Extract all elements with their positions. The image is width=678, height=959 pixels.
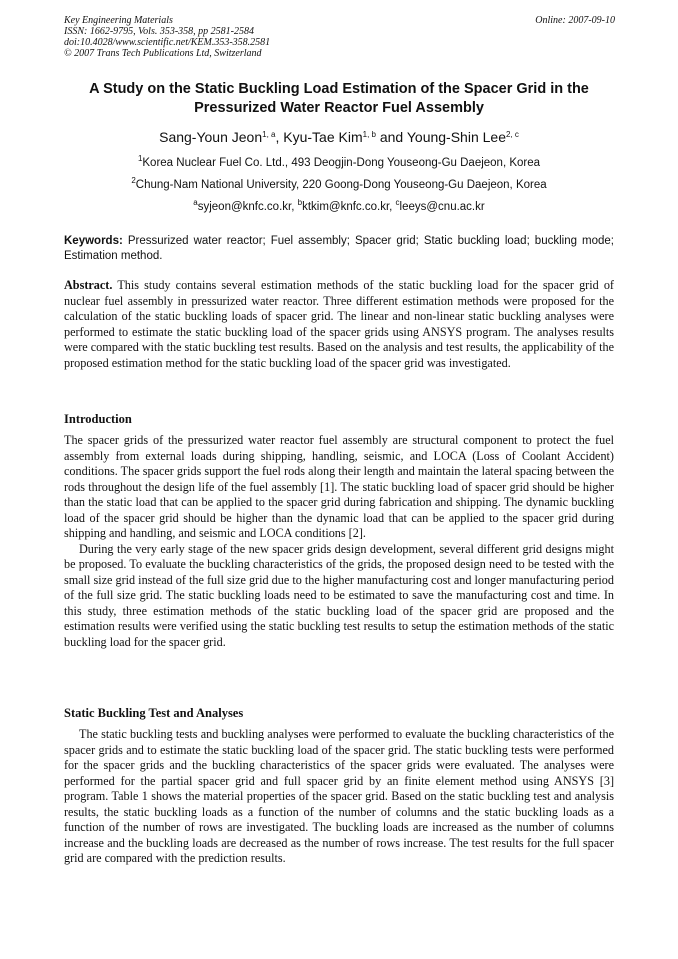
email-c-sup: c xyxy=(395,198,400,207)
introduction-heading: Introduction xyxy=(64,412,132,426)
author-1-sup: 1, a xyxy=(262,130,276,139)
affiliation-2 xyxy=(40,178,638,192)
journal-issn: ISSN: 1662-9795, Vols. 353-358, pp 2581-2584 xyxy=(64,26,254,37)
journal-header xyxy=(64,15,615,59)
static-buckling-heading: Static Buckling Test and Analyses xyxy=(64,706,244,720)
author-3-name: and Young-Shin Lee xyxy=(375,129,506,145)
author-list xyxy=(40,128,638,146)
introduction-paragraph-2: During the very early stage of the new spacer grids design development, several different grid designs might be proposed. To evaluate the buckling characteristics of the grids, the proposed design need to be tested with the small size grid instead of the full size grid due to the higher manufacturing cost and longer manufacturing period of the full size grid. The static buckling loads need to be estimated to save the manufacturing cost and time. In this study, three estimation methods of the static buckling load of the spacer grid are proposed and the estimation results were verified using the static buckling test results to setup the estimation methods of the static buckling load for the spacer grid. xyxy=(64,541,614,649)
author-1-name: Sang-Youn Jeon xyxy=(159,129,263,145)
abstract-label: Abstract. xyxy=(64,278,113,292)
online-date: Online: 2007-09-10 xyxy=(535,15,615,26)
journal-doi: doi:10.4028/www.scientific.net/KEM.353-358.2581 xyxy=(64,37,271,48)
email-b[interactable]: ktkim@knfc.co.kr, xyxy=(302,201,396,213)
keywords-label: Keywords: xyxy=(64,235,123,247)
affiliation-2-sup: 2 xyxy=(131,176,136,185)
author-emails xyxy=(40,200,638,214)
journal-name: Key Engineering Materials xyxy=(64,15,173,26)
title-line-2: Pressurized Water Reactor Fuel Assembly xyxy=(194,100,484,116)
abstract xyxy=(64,278,614,371)
affiliation-1-sup: 1 xyxy=(137,154,143,163)
introduction-paragraph-1: The spacer grids of the pressurized water reactor fuel assembly are structural component to protect the fuel assembly from external loads during shipping, handling, seismic, and LOCA (Loss of Coolant Accident) conditions. The spacer grids support the fuel rods along their length and maintain the lateral spacing between the rods throughout the design life of the fuel assembly [1]. The static buckling load of spacer grid should be higher than the static load that can be applied to the spacer grid during fabrication and shipping. The dynamic buckling load of the spacer grid should be higher than the dynamic load that can be applied to the spacer grid during shipping and handling, and seismic and LOCA conditions [2]. xyxy=(64,433,614,540)
author-2-sup: 1, b xyxy=(362,130,376,139)
static-buckling-body xyxy=(64,727,614,867)
email-a-sup: a xyxy=(193,198,198,207)
keywords xyxy=(64,234,614,264)
affiliation-1-text: Korea Nuclear Fuel Co. Ltd., 493 Deogjin-Dong Youseong-Gu Daejeon, Korea xyxy=(142,157,541,169)
abstract-text: This study contains several estimation methods of the static buckling load for the spacer grid of nuclear fuel assembly in pressurized water reactor. Three different estimation methods were proposed for the calculation of the static buckling loads of spacer grid. The linear and non-linear static buckling analyses were performed to estimate the static buckling load of the spacer grids using ANSYS program. The analyses results were compared with the static buckling test results. Based on the analysis and test results, the applicability of the proposed estimation method for the static buckling load of the spacer grid was investigated. xyxy=(64,278,614,370)
introduction-body xyxy=(64,433,614,650)
email-c[interactable]: leeys@cnu.ac.kr xyxy=(399,201,485,213)
title-line-1: A Study on the Static Buckling Load Estimation of the Spacer Grid in the xyxy=(89,81,589,97)
author-2-name: , Kyu-Tae Kim xyxy=(275,129,363,145)
affiliation-2-text: Chung-Nam National University, 220 Goong-Dong Youseong-Gu Daejeon, Korea xyxy=(135,179,547,191)
journal-copyright: © 2007 Trans Tech Publications Ltd, Switzerland xyxy=(64,48,262,59)
affiliation-1 xyxy=(40,156,638,170)
email-b-sup: b xyxy=(297,198,303,207)
author-3-sup: 2, c xyxy=(505,130,519,139)
keywords-text: Pressurized water reactor; Fuel assembly; Spacer grid; Static buckling load; buckling mode; Estimation method. xyxy=(64,235,614,262)
static-buckling-paragraph-1: The static buckling tests and buckling analyses were performed to evaluate the buckling characteristics of the spacer grids and to estimate the static buckling load of the spacer grid. The static buckling tests were performed for the spacer grids and the buckling characteristics of the spacer grids were evaluated. The analyses were performed for the partial spacer grid and full spacer grid by an finite element method using ANSYS [3] program. Table 1 shows the material properties of the spacer grid. Based on the static buckling test and analysis results, the static buckling loads as a function of the number of columns and the static buckling loads as a function of the number of rows are investigated. The buckling loads are increased as the number of columns increase and the buckling loads are decreased as the number of rows increase. The test results for the full spacer grid are compared with the prediction results. xyxy=(64,727,614,865)
email-a[interactable]: syjeon@knfc.co.kr, xyxy=(197,201,298,213)
paper-title xyxy=(40,80,638,118)
